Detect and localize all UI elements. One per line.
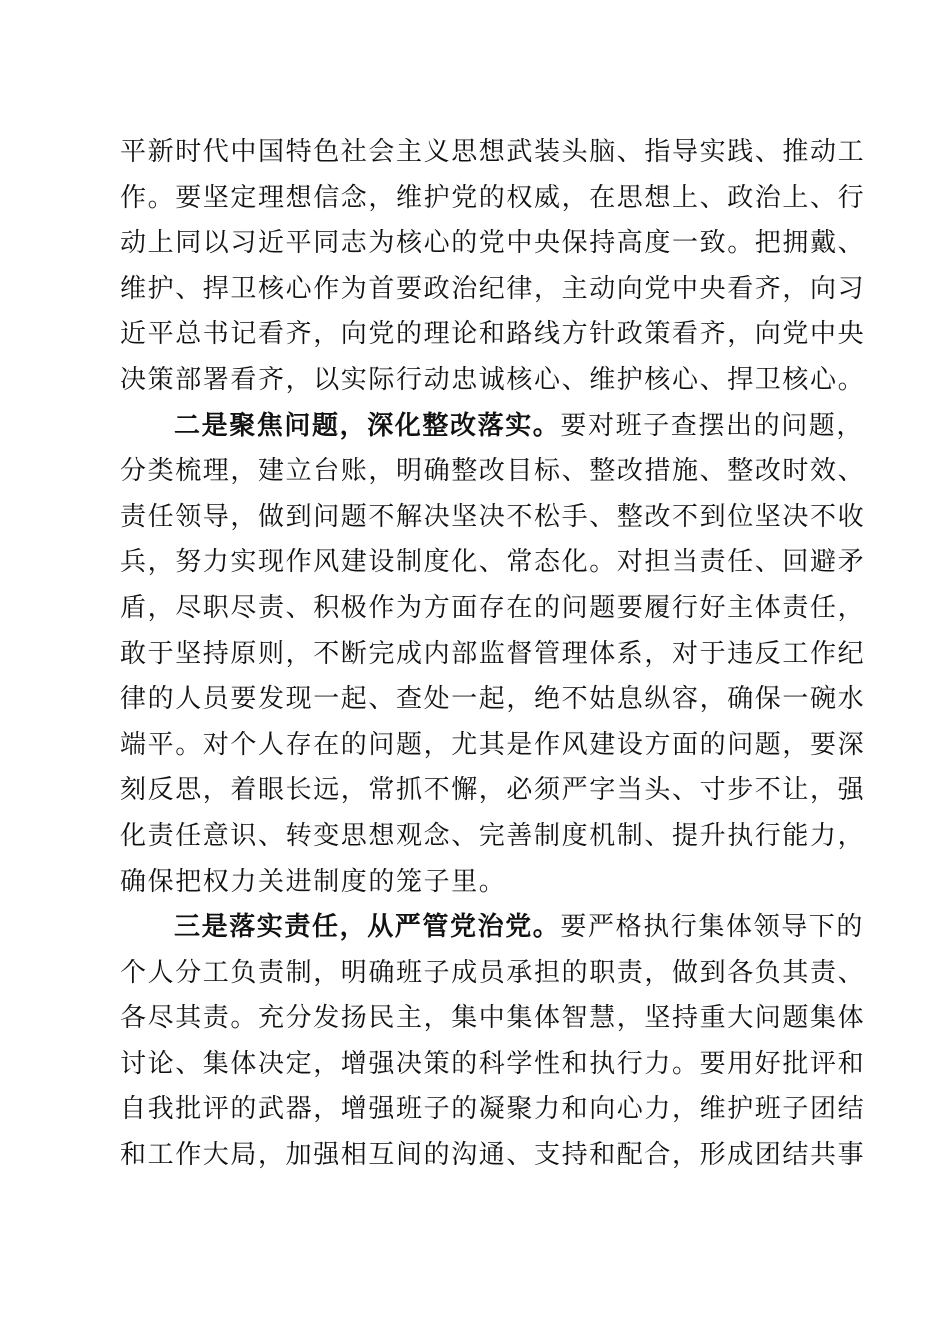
paragraph-2-line: 分类梳理，建立台账，明确整改目标、整改措施、整改时效、 xyxy=(120,456,866,487)
document-body xyxy=(120,130,866,1179)
paragraph-2-heading: 二是聚焦问题，深化整改落实。 xyxy=(174,410,561,441)
paragraph-1-line: 近平总书记看齐，向党的理论和路线方针政策看齐，向党中央 xyxy=(120,319,866,350)
paragraph-1-line: 作。要坚定理想信念，维护党的权威，在思想上、政治上、行 xyxy=(120,182,866,213)
paragraph-1-line: 平新时代中国特色社会主义思想武装头脑、指导实践、推动工 xyxy=(120,137,866,167)
paragraph-3-line: 各尽其责。充分发扬民主，集中集体智慧，坚持重大问题集体 xyxy=(120,1003,866,1034)
paragraph-3-first-line xyxy=(120,905,865,951)
paragraph-3-heading: 三是落实责任，从严管党治党。 xyxy=(174,912,561,943)
paragraph-3-line: 和工作大局，加强相互间的沟通、支持和配合，形成团结共事 xyxy=(120,1140,866,1171)
paragraph-3-line: 个人分工负责制，明确班子成员承担的职责，做到各负其责、 xyxy=(120,957,866,988)
paragraph-1-line: 决策部署看齐，以实际行动忠诚核心、维护核心、捍卫核心。 xyxy=(120,364,866,395)
paragraph-2-first-line-text: 要对班子查摆出的问题， xyxy=(560,410,865,441)
paragraph-3-first-line-text: 要严格执行集体领导下的 xyxy=(560,912,865,943)
paragraph-3-line: 讨论、集体决定，增强决策的科学性和执行力。要用好批评和 xyxy=(120,1048,866,1079)
paragraph-3-line: 自我批评的武器，增强班子的凝聚力和向心力，维护班子团结 xyxy=(120,1094,866,1125)
paragraph-2-line: 端平。对个人存在的问题，尤其是作风建设方面的问题，要深 xyxy=(120,729,866,760)
paragraph-1-line: 维护、捍卫核心作为首要政治纪律，主动向党中央看齐，向习 xyxy=(120,273,866,304)
paragraph-2-line: 化责任意识、转变思想观念、完善制度机制、提升执行能力， xyxy=(120,820,866,851)
paragraph-2-line: 刻反思，着眼长远，常抓不懈，必须严字当头、寸步不让，强 xyxy=(120,775,866,806)
paragraph-1-line: 动上同以习近平同志为核心的党中央保持高度一致。把拥戴、 xyxy=(120,228,866,259)
paragraph-2-line: 兵，努力实现作风建设制度化、常态化。对担当责任、回避矛 xyxy=(120,547,866,578)
paragraph-2-line: 责任领导，做到问题不解决坚决不松手、整改不到位坚决不收 xyxy=(120,501,866,532)
paragraph-2-line: 盾，尽职尽责、积极作为方面存在的问题要履行好主体责任， xyxy=(120,592,866,623)
paragraph-2-line: 律的人员要发现一起、查处一起，绝不姑息纵容，确保一碗水 xyxy=(120,684,866,715)
paragraph-2-first-line xyxy=(120,404,865,450)
paragraph-2-line: 确保把权力关进制度的笼子里。 xyxy=(120,866,507,897)
paragraph-2-line: 敢于坚持原则，不断完成内部监督管理体系，对于违反工作纪 xyxy=(120,638,866,669)
